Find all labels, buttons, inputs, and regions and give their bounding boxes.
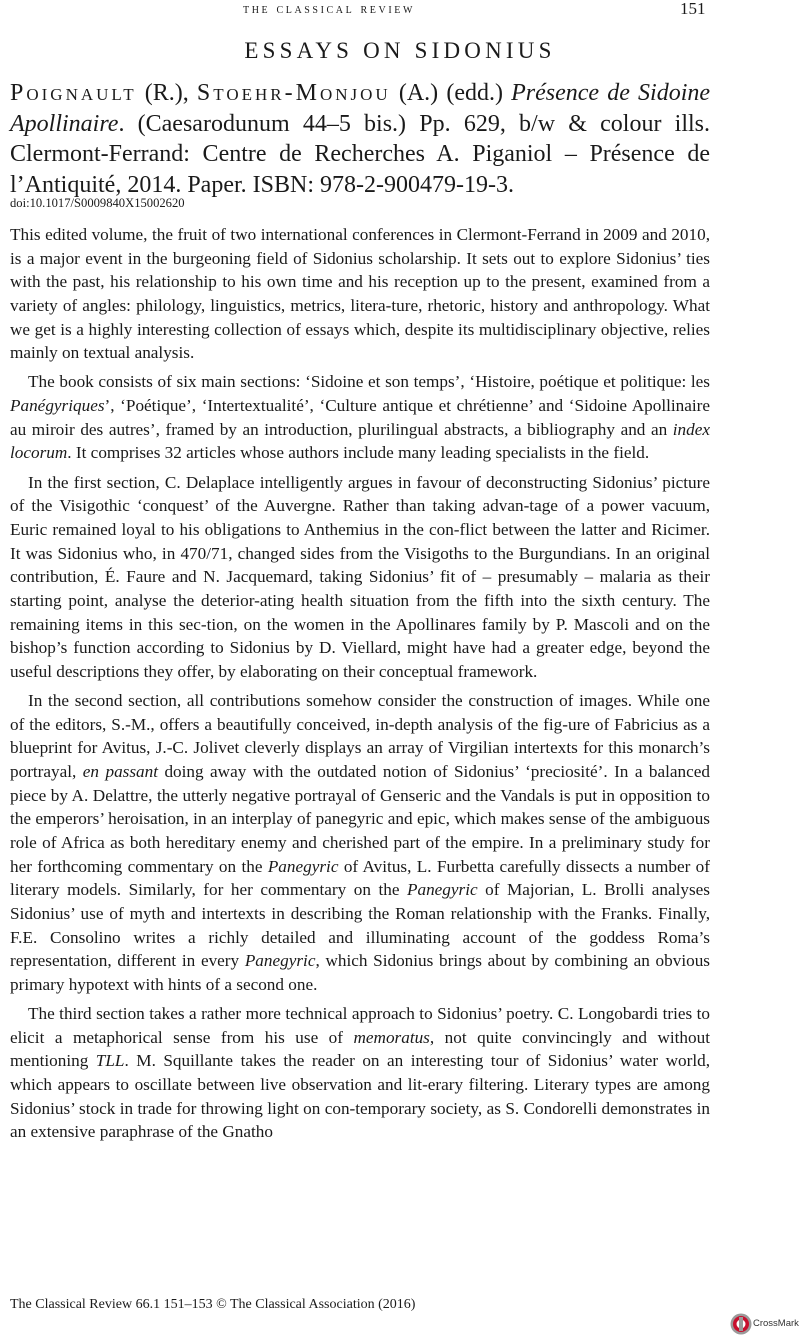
essay-title: ESSAYS ON SIDONIUS: [244, 38, 556, 63]
paragraph-2-text-b: ’, ‘Poétique’, ‘Intertextualité’, ‘Culture antique et chrétienne’ and ‘Sidoine Apollinaire au miroir des autres’, framed by an introduction, plurilingual abstracts, a bibliography and an: [10, 396, 710, 439]
copyright-footer: The Classical Review 66.1 151–153 © The Classical Association (2016): [10, 1297, 416, 1312]
book-details: (Caesarodunum 44–5 bis.) Pp. 629, b/w & colour ills. Clermont-Ferrand: Centre de Recherches A. Piganiol – Présence de l’Antiquité, 2014. Paper. ISBN: 978-2-900479-19-3.: [10, 110, 710, 198]
italic-panegyriques: Panégyriques: [10, 396, 105, 416]
paragraph-2-text-a: The book consists of six main sections: ‘Sidoine et son temps’, ‘Histoire, poétique et politique: les: [28, 372, 710, 392]
running-head: [0, 0, 800, 22]
paragraph-4-text-c: of Avitus, L. Furbetta carefully dissects a number of literary models. Similarly, for her commentary on the: [10, 856, 710, 900]
italic-panegyric: Panegyric: [267, 856, 339, 876]
journal-running-title: the classical review: [243, 1, 416, 17]
review-body: [10, 223, 710, 1144]
book-title: Présence de Sidoine Apollinaire: [10, 80, 711, 137]
editor2-initial: (A.): [398, 80, 439, 106]
italic-panegyric: Panegyric: [244, 951, 316, 971]
italic-panegyric: Panegyric: [406, 880, 478, 900]
paragraph-5: [10, 1002, 710, 1144]
paragraph-5-text-c: . M. Squillante takes the reader on an interesting tour of Sidonius’ water world, which appears to oscillate between live observation and lit-erary filtering. Literary types are among Sidonius’ stock in trade for throwing light on con-temporary society, as S. Condorelli demonstrates in an extensive paraphrase of the Gnatho: [10, 1051, 710, 1142]
paragraph-3: In the first section, C. Delaplace intelligently argues in favour of deconstructing Sidonius’ picture of the Visigothic ‘conquest’ of the Auvergne. Rather than taking advan-tage of a power vacuum, Euric remained loyal to his obligations to Anthemius in the con-flict between the latter and Ricimer. It was Sidonius who, in 470/71, changed sides from the Visigoths to the Burgundians. In an original contribution, É. Faure and N. Jacquemard, taking Sidonius’ fit of – presumably – malaria as their starting point, analyse the deterior-ating health situation from the fifth into the sixth century. The remaining items in this sec-tion, on the women in the Apollinares family by P. Mascoli and on the bishop’s function according to Sidonius by D. Viellard, might have had a greater edge, beyond the useful descriptions they offer, by elaborating on their conceptual framework.: [10, 472, 710, 681]
crossmark-icon: [730, 1313, 752, 1335]
paragraph-1: This edited volume, the fruit of two international conferences in Clermont-Ferrand in 2009 and 2010, is a major event in the burgeoning field of Sidonius scholarship. It sets out to explore Sidonius’ ties with the past, his relationship to his own time and his reception up to the present, examined from a variety of angles: philology, linguistics, metrics, litera-ture, rhetoric, history and anthropology. What we get is a highly interesting collection of essays which, despite its multidisciplinary objective, relies mainly on textual analysis.: [10, 225, 710, 363]
paragraph-2-text-c: . It comprises 32 articles whose authors include many leading specialists in the field.: [67, 443, 650, 463]
paragraph-4: [10, 689, 710, 997]
italic-en-passant: en passant: [82, 761, 158, 781]
paragraph-2: [10, 370, 710, 465]
editor2-name: Stoehr-Monjou: [196, 80, 391, 106]
paragraph-4-text-e: , which Sidonius brings about by combining an obvious primary hypotext with hints of a second one.: [10, 951, 710, 994]
page-number: 151: [680, 0, 706, 18]
paragraph-5-text-b: , not quite convincingly and without mentioning: [10, 1027, 710, 1071]
editors-abbrev: (edd.): [446, 80, 503, 106]
italic-index-locorum: index locorum: [10, 419, 710, 463]
italic-tll: TLL: [95, 1051, 125, 1071]
doi-link[interactable]: doi:10.1017/S0009840X15002620: [10, 196, 185, 210]
paragraph-4-text-b: doing away with the outdated notion of Sidonius’ ‘preciosité’. In a balanced piece by A. Delattre, the utterly negative portrayal of Genseric and the Vandals is put in opposition to the emperors’ heroisation, in an interplay of panegyric and epic, which makes sense of the ambiguous role of Africa as both hereditary enemy and cherished part of the empire. In a preliminary study for her forthcoming commentary on the: [10, 761, 710, 876]
paragraph-4-text-a: In the second section, all contributions somehow consider the construction of images. While one of the editors, S.-M., offers a beautifully conceived, in-depth analysis of the fig-ure of Fabricius as a blueprint for Avitus, J.-C. Jolivet cleverly displays an array of Virgilian intertexts for this monarch’s portrayal,: [10, 690, 710, 781]
editor1-name: Poignault: [10, 80, 137, 106]
crossmark-badge[interactable]: [730, 1313, 799, 1335]
crossmark-label: CrossMark: [753, 1318, 799, 1329]
book-citation: Poignault (R.), Stoehr-Monjou (A.) (edd.) Présence de Sidoine Apollinaire. (Caesarodunum 44–5 bis.) Pp. 629, b/w & colour ills. Clermont-Ferrand: Centre de Recherches A. Piganiol – Présence de l’Antiquité, 2014. Paper. ISBN: 978-2-900479-19-3.: [10, 80, 711, 198]
paragraph-5-text-a: The third section takes a rather more technical approach to Sidonius’ poetry. C. Longobardi tries to elicit a metaphorical sense from his use of: [10, 1004, 710, 1047]
editor1-initial: (R.): [144, 80, 183, 106]
italic-memoratus: memoratus: [353, 1027, 430, 1047]
paragraph-4-text-d: of Majorian, L. Brolli analyses Sidonius’ use of myth and intertexts in describing the Roman relationship with the Franks. Finally, F.E. Consolino writes a richly detailed and illuminating account of the goddess Roma’s representation, different in every: [10, 880, 710, 971]
